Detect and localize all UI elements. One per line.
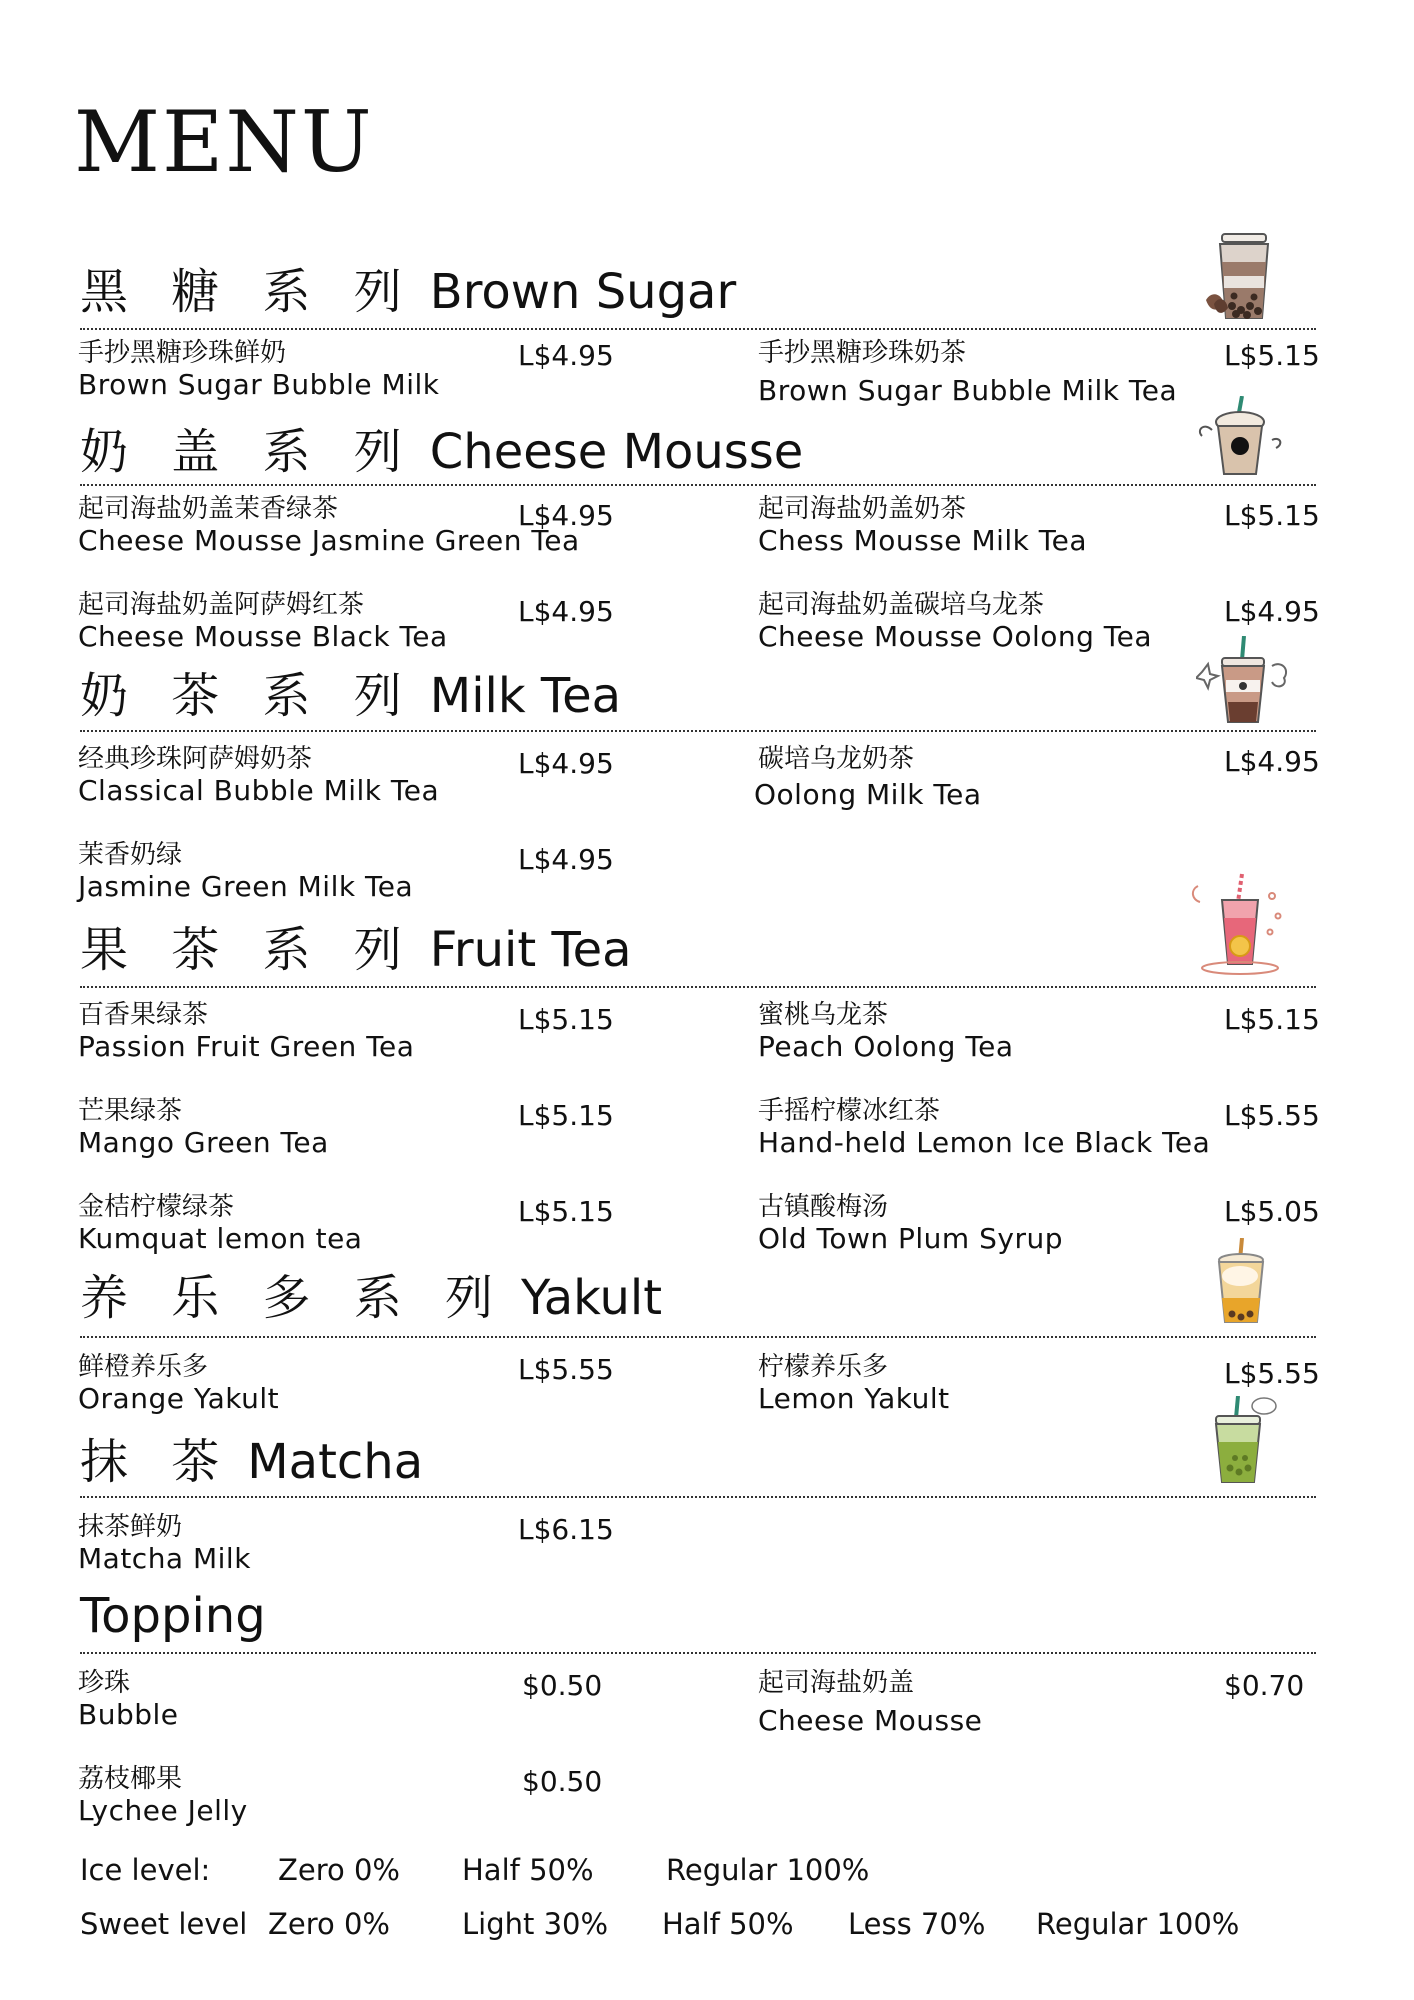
item-price: L$5.55 bbox=[518, 1353, 614, 1386]
item-name-zh: 茉香奶绿 bbox=[78, 840, 183, 870]
section-title-matcha bbox=[80, 1434, 424, 1490]
item-name-zh: 经典珍珠阿萨姆奶茶 bbox=[78, 744, 313, 774]
item-name-en: Bubble bbox=[78, 1698, 179, 1731]
item-price: $0.50 bbox=[522, 1765, 603, 1798]
item-name-zh: 碳培乌龙奶茶 bbox=[758, 744, 915, 774]
item-name-zh: 起司海盐奶盖碳培乌龙茶 bbox=[758, 590, 1045, 620]
menu-item bbox=[78, 1764, 678, 1834]
item-name-en: Matcha Milk bbox=[78, 1542, 251, 1575]
item-name-zh: 金桔柠檬绿茶 bbox=[78, 1192, 235, 1222]
section-divider bbox=[80, 328, 1316, 330]
sweet-level-option: Regular 100% bbox=[1036, 1907, 1240, 1941]
item-price: L$5.15 bbox=[1224, 339, 1320, 372]
ice-level-option: Zero 0% bbox=[278, 1853, 400, 1887]
menu-item bbox=[758, 1668, 1358, 1738]
item-name-en: Brown Sugar Bubble Milk bbox=[78, 368, 440, 401]
sweet-level-option: Light 30% bbox=[462, 1907, 609, 1941]
matcha-cup-icon bbox=[1202, 1396, 1282, 1486]
item-price: L$5.15 bbox=[518, 1099, 614, 1132]
item-name-zh: 百香果绿茶 bbox=[78, 1000, 209, 1030]
section-title-en: Yakult bbox=[521, 1270, 663, 1326]
yakult-cup-icon bbox=[1206, 1238, 1276, 1326]
section-title-en: Fruit Tea bbox=[429, 922, 632, 978]
item-name-zh: 芒果绿茶 bbox=[78, 1096, 183, 1126]
section-title-brown-sugar bbox=[80, 264, 737, 320]
item-name-en: Passion Fruit Green Tea bbox=[78, 1030, 415, 1063]
section-divider bbox=[80, 1496, 1316, 1498]
item-price: L$4.95 bbox=[1224, 745, 1320, 778]
item-price: L$5.05 bbox=[1224, 1195, 1320, 1228]
menu-item bbox=[78, 1096, 678, 1166]
section-title-cn: 奶 盖 系 列 bbox=[80, 424, 416, 480]
menu-item bbox=[754, 744, 1358, 814]
section-title-topping bbox=[80, 1588, 266, 1644]
menu-title: MENU bbox=[74, 93, 374, 191]
item-name-zh: 起司海盐奶盖茉香绿茶 bbox=[78, 494, 339, 524]
item-name-en: Oolong Milk Tea bbox=[754, 778, 982, 811]
ice-level-row bbox=[80, 1852, 1280, 1892]
section-title-cn: 抹 茶 bbox=[80, 1434, 234, 1490]
menu-item bbox=[78, 590, 678, 660]
item-name-en: Mango Green Tea bbox=[78, 1126, 329, 1159]
item-name-zh: 手摇柠檬冰红茶 bbox=[758, 1096, 941, 1126]
section-title-en: Cheese Mousse bbox=[429, 424, 804, 480]
menu-item bbox=[78, 1668, 678, 1738]
section-title-milk-tea bbox=[80, 668, 622, 724]
item-name-en: Kumquat lemon tea bbox=[78, 1222, 363, 1255]
item-price: L$6.15 bbox=[518, 1513, 614, 1546]
section-title-cheese-mousse bbox=[80, 424, 804, 480]
menu-item bbox=[78, 1192, 678, 1262]
item-price: L$4.95 bbox=[1224, 595, 1320, 628]
section-divider bbox=[80, 1652, 1316, 1654]
item-price: L$5.15 bbox=[1224, 1003, 1320, 1036]
fruit-tea-cup-icon bbox=[1186, 872, 1294, 976]
item-name-zh: 古镇酸梅汤 bbox=[758, 1192, 889, 1222]
menu-item bbox=[78, 494, 678, 564]
section-title-en: Milk Tea bbox=[429, 668, 622, 724]
item-price: L$4.95 bbox=[518, 499, 614, 532]
bubble-tea-cup-icon bbox=[1204, 232, 1284, 324]
item-name-en: Jasmine Green Milk Tea bbox=[78, 870, 414, 903]
item-price: $0.70 bbox=[1224, 1669, 1305, 1702]
item-name-zh: 起司海盐奶盖 bbox=[758, 1668, 915, 1698]
section-title-cn: 果 茶 系 列 bbox=[80, 922, 416, 978]
item-name-en: Peach Oolong Tea bbox=[758, 1030, 1014, 1063]
item-name-en: Chess Mousse Milk Tea bbox=[758, 524, 1087, 557]
ice-level-option: Regular 100% bbox=[666, 1853, 870, 1887]
item-price: L$5.15 bbox=[518, 1003, 614, 1036]
item-name-en: Lychee Jelly bbox=[78, 1794, 248, 1827]
section-title-cn: 黑 糖 系 列 bbox=[80, 264, 416, 320]
section-title-yakult bbox=[80, 1270, 663, 1326]
sweet-level-option: Less 70% bbox=[848, 1907, 986, 1941]
section-divider bbox=[80, 1336, 1316, 1338]
section-title-fruit-tea bbox=[80, 922, 632, 978]
item-name-en: Cheese Mousse Jasmine Green Tea bbox=[78, 524, 580, 557]
item-name-en: Classical Bubble Milk Tea bbox=[78, 774, 440, 807]
cheese-mousse-cup-icon bbox=[1194, 396, 1286, 480]
item-name-en: Orange Yakult bbox=[78, 1382, 280, 1415]
item-name-en: Lemon Yakult bbox=[758, 1382, 950, 1415]
menu-item bbox=[78, 1352, 678, 1422]
item-name-zh: 抹茶鲜奶 bbox=[78, 1512, 183, 1542]
item-price: L$5.55 bbox=[1224, 1099, 1320, 1132]
item-price: L$5.55 bbox=[1224, 1357, 1320, 1390]
item-price: L$4.95 bbox=[518, 747, 614, 780]
item-name-zh: 蜜桃乌龙茶 bbox=[758, 1000, 889, 1030]
item-name-en: Cheese Mousse Oolong Tea bbox=[758, 620, 1153, 653]
item-name-zh: 荔枝椰果 bbox=[78, 1764, 183, 1794]
milk-tea-cup-icon bbox=[1196, 636, 1292, 728]
item-price: L$5.15 bbox=[1224, 499, 1320, 532]
item-price: L$4.95 bbox=[518, 595, 614, 628]
sweet-level-option: Zero 0% bbox=[268, 1907, 390, 1941]
section-title-cn: 养 乐 多 系 列 bbox=[80, 1270, 508, 1326]
menu-item bbox=[78, 338, 678, 408]
item-price: L$4.95 bbox=[518, 843, 614, 876]
section-title-en: Brown Sugar bbox=[429, 264, 737, 320]
item-name-zh: 起司海盐奶盖阿萨姆红茶 bbox=[78, 590, 365, 620]
item-name-zh: 鲜橙养乐多 bbox=[78, 1352, 209, 1382]
sweet-level-label: Sweet level bbox=[80, 1907, 248, 1941]
item-name-zh: 手抄黑糖珍珠奶茶 bbox=[758, 338, 967, 368]
menu-item bbox=[78, 744, 678, 814]
section-divider bbox=[80, 484, 1316, 486]
sweet-level-row bbox=[80, 1906, 1280, 1946]
menu-item bbox=[78, 840, 678, 910]
item-price: L$5.15 bbox=[518, 1195, 614, 1228]
item-name-en: Cheese Mousse Black Tea bbox=[78, 620, 448, 653]
item-name-en: Hand-held Lemon Ice Black Tea bbox=[758, 1126, 1211, 1159]
section-divider bbox=[80, 986, 1316, 988]
section-title-en: Topping bbox=[80, 1588, 266, 1644]
item-price: $0.50 bbox=[522, 1669, 603, 1702]
item-name-zh: 手抄黑糖珍珠鲜奶 bbox=[78, 338, 287, 368]
item-name-en: Cheese Mousse bbox=[758, 1704, 983, 1737]
section-title-cn: 奶 茶 系 列 bbox=[80, 668, 416, 724]
section-divider bbox=[80, 730, 1316, 732]
sweet-level-option: Half 50% bbox=[662, 1907, 794, 1941]
item-name-en: Brown Sugar Bubble Milk Tea bbox=[758, 374, 1178, 407]
item-price: L$4.95 bbox=[518, 339, 614, 372]
menu-item bbox=[78, 1512, 678, 1582]
ice-level-option: Half 50% bbox=[462, 1853, 594, 1887]
item-name-zh: 起司海盐奶盖奶茶 bbox=[758, 494, 967, 524]
item-name-zh: 柠檬养乐多 bbox=[758, 1352, 889, 1382]
item-name-zh: 珍珠 bbox=[78, 1668, 131, 1698]
section-title-en: Matcha bbox=[247, 1434, 424, 1490]
menu-item bbox=[758, 1000, 1358, 1070]
menu-item bbox=[78, 1000, 678, 1070]
ice-level-label: Ice level: bbox=[80, 1853, 211, 1887]
menu-item bbox=[758, 1096, 1358, 1166]
item-name-en: Old Town Plum Syrup bbox=[758, 1222, 1063, 1255]
menu-item bbox=[758, 494, 1358, 564]
